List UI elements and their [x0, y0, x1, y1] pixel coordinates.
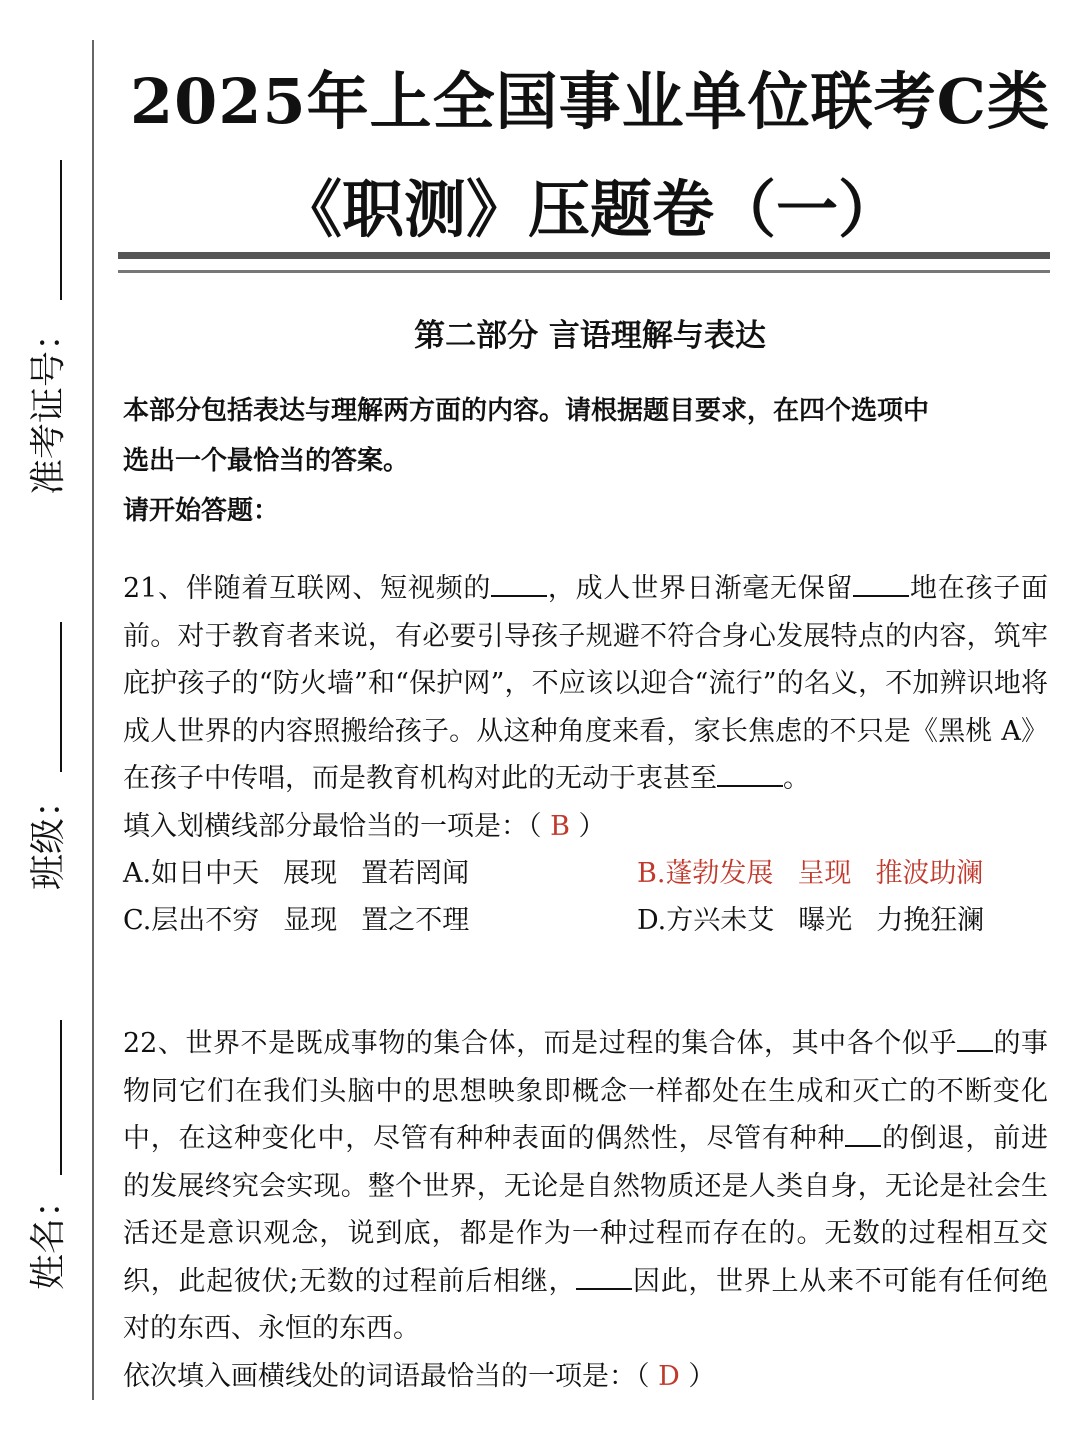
question-21-options	[123, 850, 1048, 945]
option-b: B.蓬勃发展 呈现 推波助澜	[637, 858, 984, 889]
fill-blank	[717, 759, 783, 787]
header-rule-thin	[118, 270, 1050, 273]
question-22-segment: 的倒退，前进的发展终究会实现。整个世界，无论是自然物质还是人类自身，无论是社会生活还是意识观念，说到底，都是作为一种过程而存在的。无数的过程相互交织，此起彼伏;无数的过程前后相继，	[123, 1123, 1048, 1297]
question-22-segment: 22、世界不是既成事物的集合体，而是过程的集合体，其中各个似乎	[123, 1028, 957, 1059]
exam-id-label: 准考证号：	[28, 314, 69, 495]
question-21-segment: ，成人世界日渐毫无保留	[547, 573, 854, 604]
header-rule-thick	[118, 252, 1050, 259]
fill-blank	[576, 1262, 632, 1290]
question-22-prompt	[123, 1353, 1048, 1401]
binding-margin-line	[92, 40, 94, 1400]
fill-blank	[853, 569, 909, 597]
question-22-segment: 因此，世界上从来不可能有任何绝对的东西、永恒的东西。	[123, 1265, 1048, 1344]
name-label: 姓名：	[28, 1181, 69, 1290]
question-21-prompt	[123, 803, 1048, 851]
option-c: C.层出不穷 显现 置之不理	[123, 905, 470, 936]
section-title: 第二部分 言语理解与表达	[414, 318, 766, 354]
fill-blank	[491, 569, 547, 597]
exam-title-line2: 《职测》压题卷（一）	[279, 173, 900, 246]
name-blank	[60, 1020, 62, 1175]
fill-blank	[957, 1024, 993, 1052]
question-21-segment: 地在孩子面前。对于教育者来说，有必要引导孩子规避不符合身心发展特点的内容，筑牢庇护孩子的“防火墙”和“保护网”，不应该以迎合“流行”的名义，不加辨识地将成人世界的内容照搬给孩子。从这种角度来看，家长焦虑的不只是《黑桃 A》在孩子中传唱，而是教育机构对此的无动于衷甚至	[123, 573, 1049, 794]
prompt-text: 依次填入画横线处的词语最恰当的一项是：（	[123, 1360, 650, 1392]
question-22-segment: 的事物同它们在我们头脑中的思想映象即概念一样都处在生成和灭亡的不断变化中，在这种变化中，尽管有种种表面的偶然性，尽管有种种	[123, 1028, 1049, 1154]
exam-title-line1: 2025年上全国事业单位联考C类	[130, 65, 1050, 138]
question-21-text	[123, 565, 1048, 803]
section-intro	[123, 386, 1053, 536]
prompt-close: ）	[578, 810, 606, 842]
prompt-close: ）	[688, 1360, 716, 1392]
class-label: 班级：	[28, 781, 69, 890]
answer-mark: D	[658, 1360, 680, 1392]
question-22-text	[123, 1020, 1048, 1353]
option-a: A.如日中天 展现 置若罔闻	[123, 858, 470, 889]
question-21-segment: 21、伴随着互联网、短视频的	[123, 573, 492, 604]
fill-blank	[845, 1119, 881, 1147]
class-blank	[60, 622, 62, 772]
exam-id-blank	[60, 160, 62, 300]
intro-line2: 选出一个最恰当的答案。	[123, 446, 410, 476]
question-21-segment: 。	[783, 763, 810, 794]
intro-line1: 本部分包括表达与理解两方面的内容。请根据题目要求，在四个选项中	[123, 396, 930, 426]
prompt-text: 填入划横线部分最恰当的一项是：（	[123, 810, 542, 842]
question-22	[123, 1020, 1048, 1400]
option-d: D.方兴未艾 曝光 力挽狂澜	[637, 905, 985, 936]
answer-mark: B	[550, 810, 570, 842]
question-21	[123, 565, 1048, 945]
start-instruction: 请开始答题：	[123, 496, 280, 526]
